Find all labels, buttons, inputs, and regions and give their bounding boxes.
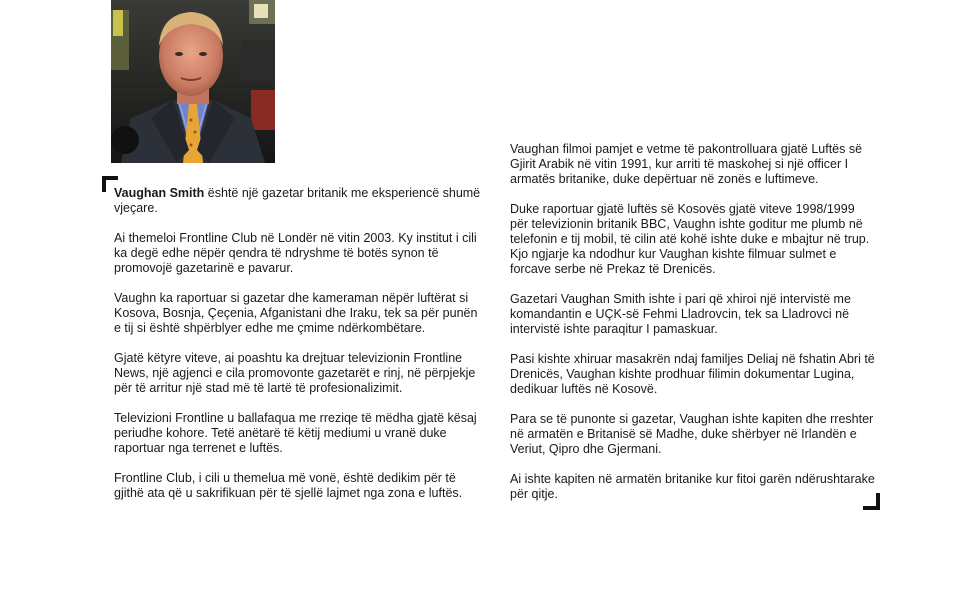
right-text-column bbox=[510, 142, 875, 502]
paragraph: Frontline Club, i cili u themelua më vonë, është dedikim për të gjithë ata që u sakrifikuan për të sjellë lajmet nga zona e luftës. bbox=[114, 471, 463, 500]
paragraph: Gjatë këtyre viteve, ai poashtu ka drejtuar televizionin Frontline News, një agjenci e cila promovonte gazetarët e rinj, në përpjekje për të arritur një stad më të lartë të profesionalizimit. bbox=[114, 351, 476, 395]
paragraph: Ai ishte kapiten në armatën britanike kur fitoi garën ndërushtarake për qitje. bbox=[510, 472, 875, 501]
paragraph: Duke raportuar gjatë luftës së Kosovës gjatë viteve 1998/1999 për televizionin britanik BBC, Vaughn ishte goditur me plumb në telefonin e tij mobil, të cilin atë kohë ishte duke e mbajtur në trup. Kjo ngjarje ka ndodhur kur Vaughan kishte filmuar sulmet e forcave serbe në Prekaz të Drenicës. bbox=[510, 202, 870, 276]
person-name: Vaughan Smith bbox=[114, 186, 205, 200]
portrait-illustration bbox=[111, 0, 275, 163]
paragraph bbox=[114, 186, 484, 216]
paragraph: Para se të punonte si gazetar, Vaughan ishte kapiten dhe rreshter në armatën e Britanisë së Madhe, duke shërbyer në Irlandën e Veriut, Qipro dhe Gjermani. bbox=[510, 412, 874, 456]
paragraph-text: është një gazetar britanik me eksperiencë shumë vjeçare. bbox=[114, 186, 481, 215]
paragraph: Pasi kishte xhiruar masakrën ndaj familjes Deliaj në fshatin Abri të Drenicës, Vaughan kishte prodhuar filimin dokumentar Lugina, dedikuar luftës në Kosovë. bbox=[510, 352, 875, 396]
paragraph: Gazetari Vaughan Smith ishte i pari që xhiroi një intervistë me komandantin e UÇK-së Fehmi Lladrovcin, tek sa Lladrovci në intervistë ishte paraqitur I pamaskuar. bbox=[510, 292, 851, 336]
portrait-photo bbox=[111, 0, 275, 163]
paragraph: Ai themeloi Frontline Club në Londër në vitin 2003. Ky institut i cili ka degë edhe nëpër qendra të ndryshme të botës synon të promovojë gazetarinë e pavarur. bbox=[114, 231, 477, 275]
paragraph: Vaughn ka raportuar si gazetar dhe kameraman nëpër luftërat si Kosova, Bosnja, Çeçenia, Afganistani dhe Iraku, tek sa për punën e tij si është shpërblyer edhe me çmime ndërkombëtare. bbox=[114, 291, 478, 335]
left-text-column bbox=[114, 186, 484, 501]
paragraph: Televizioni Frontline u ballafaqua me rreziqe të mëdha gjatë kësaj periudhe kohore. Tetë anëtarë të këtij mediumi u vranë duke raportuar nga terrenet e luftës. bbox=[114, 411, 477, 455]
paragraph: Vaughan filmoi pamjet e vetme të pakontrolluara gjatë Luftës së Gjirit Arabik në vitin 1991, kur arriti të maskohej si një officer I armatës britanike, duke depërtuar në zonës e luftimeve. bbox=[510, 142, 863, 186]
